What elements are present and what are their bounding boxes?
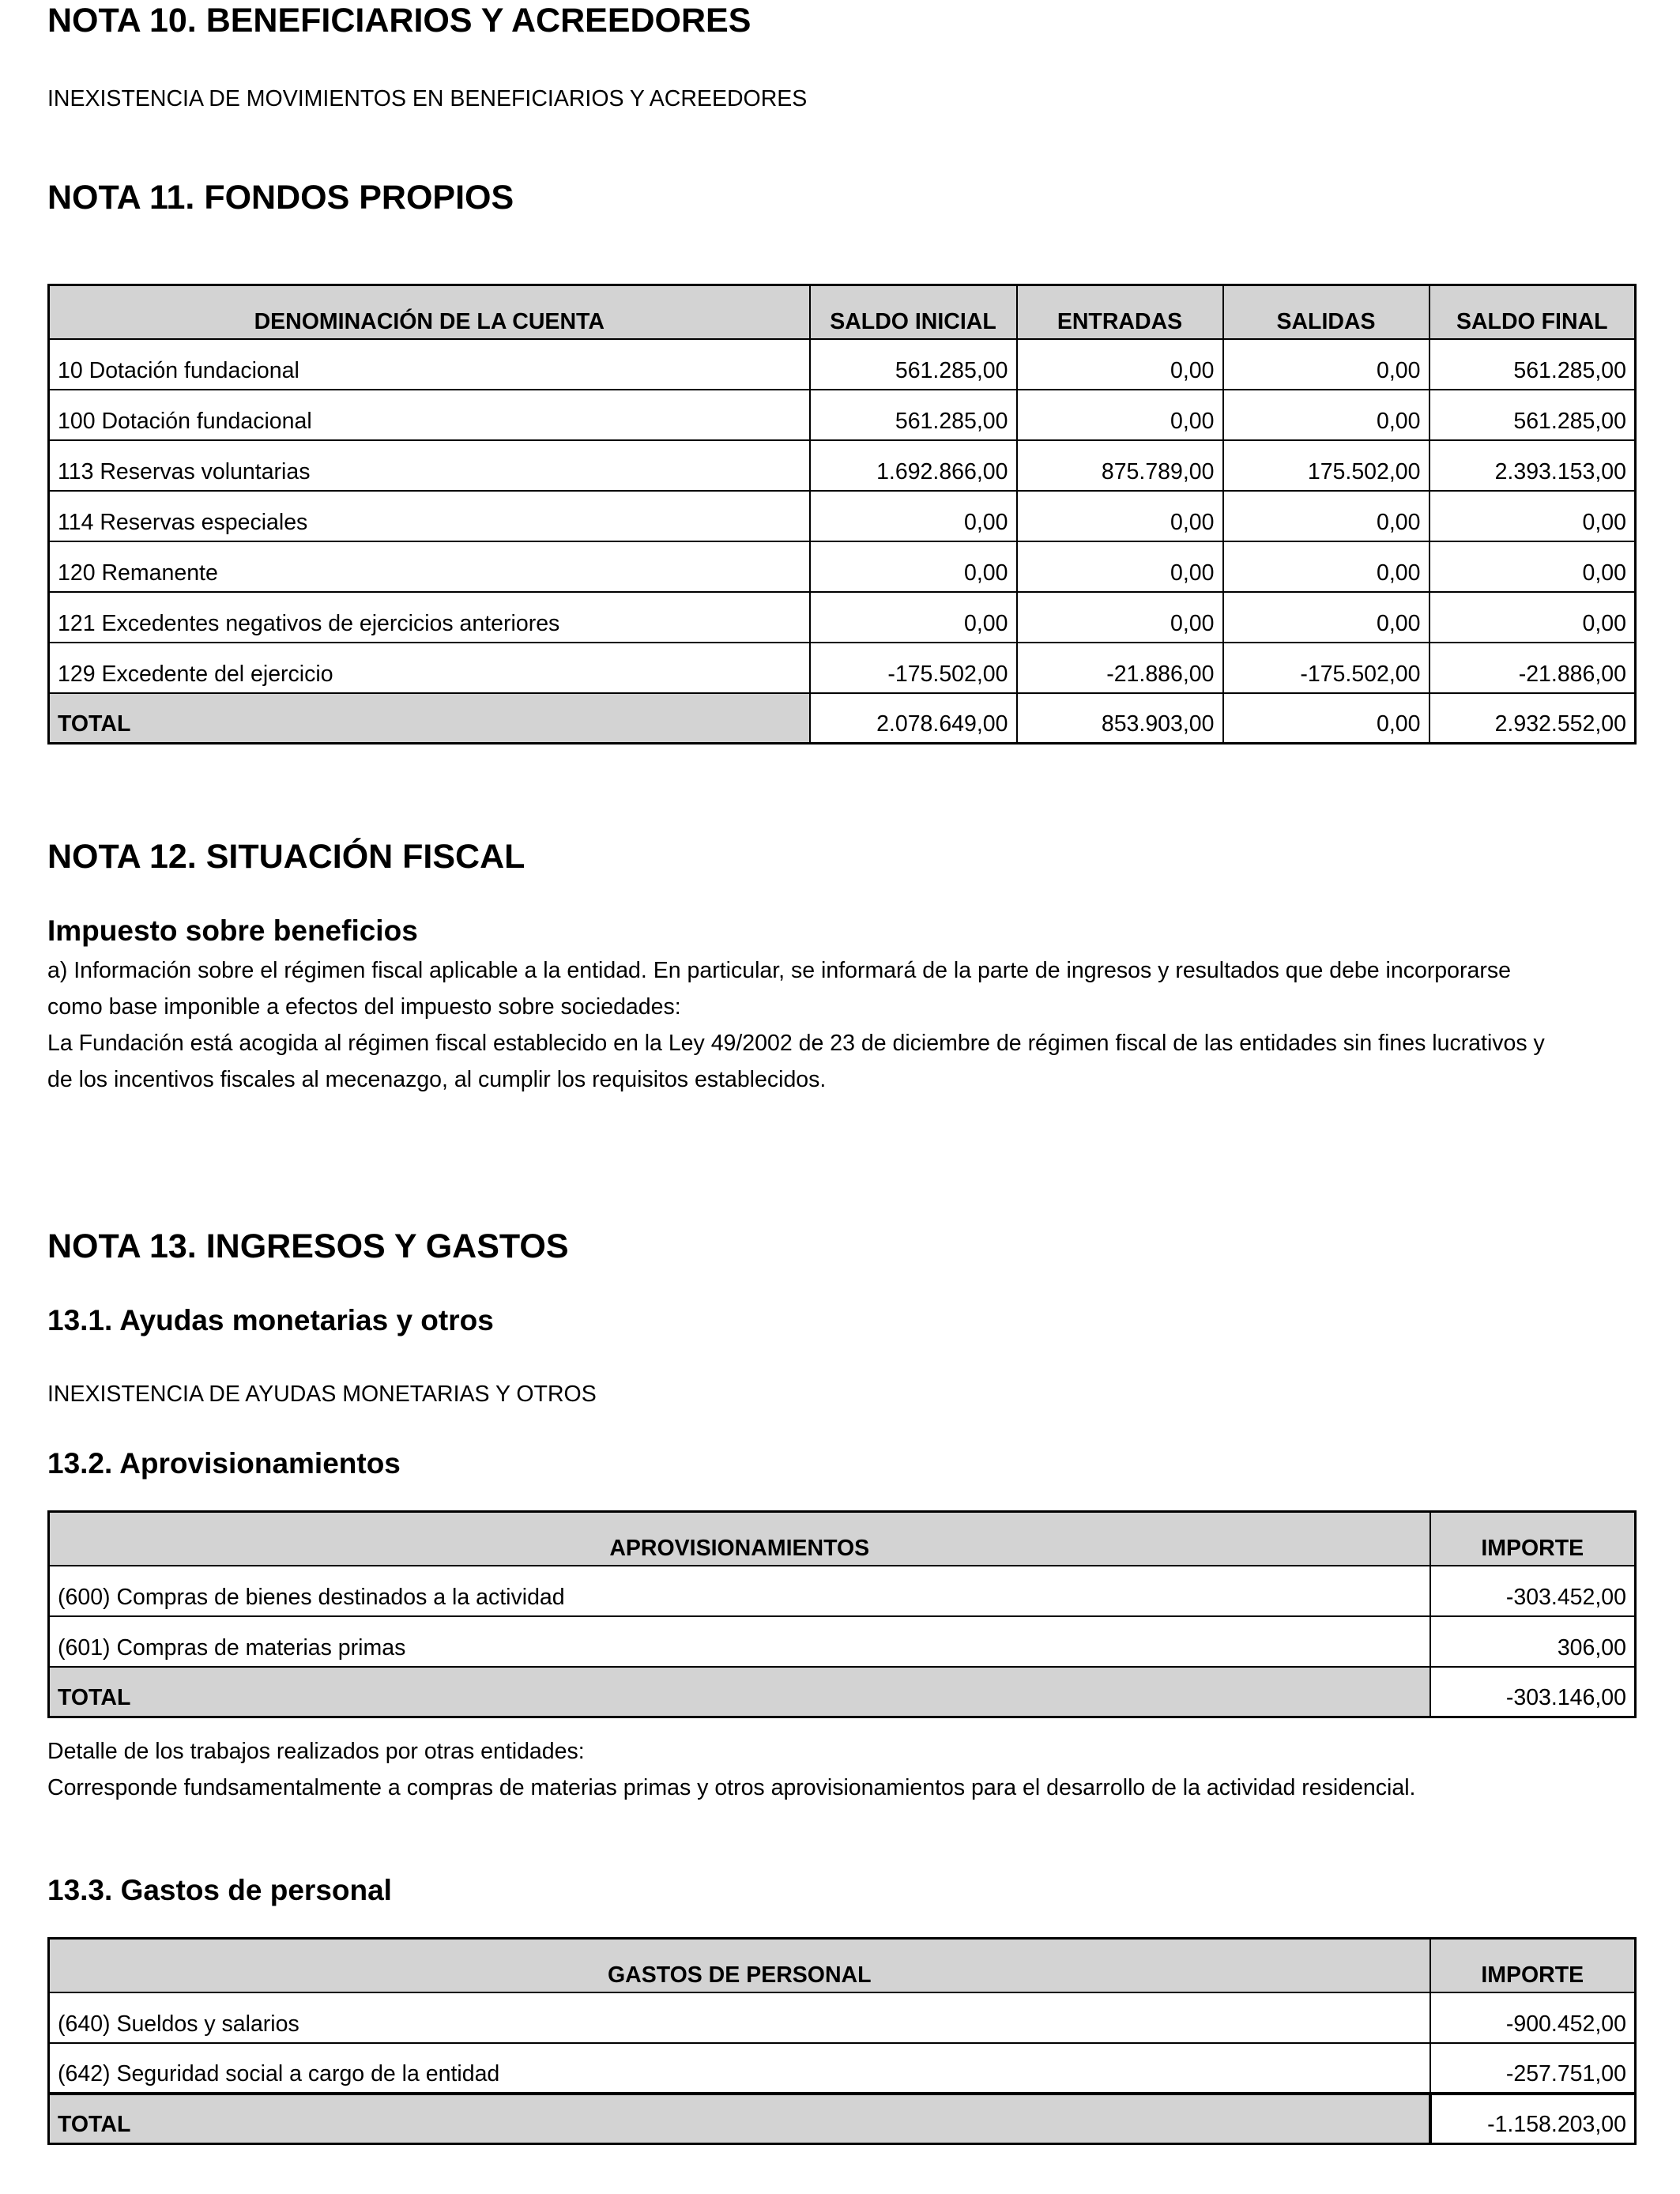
section-13-2-title: 13.2. Aprovisionamientos xyxy=(47,1447,401,1480)
table-header-row xyxy=(49,1512,1636,1566)
fondos-propios-table xyxy=(47,284,1637,745)
cell-value: 0,00 xyxy=(810,491,1017,541)
section-13-1-text: INEXISTENCIA DE AYUDAS MONETARIAS Y OTROS xyxy=(47,1382,597,1407)
cell-value: 0,00 xyxy=(1017,592,1223,643)
paragraph-line: de los incentivos fiscales al mecenazgo, al cumplir los requisitos establecidos. xyxy=(47,1067,827,1092)
column-header: IMPORTE xyxy=(1430,1512,1636,1566)
table-row xyxy=(49,1992,1636,2043)
cell-value: 0,00 xyxy=(810,541,1017,592)
cell-value: 0,00 xyxy=(1430,541,1636,592)
column-header: ENTRADAS xyxy=(1017,285,1223,339)
gastos-personal-table xyxy=(47,1937,1637,2145)
cell-value: -303.452,00 xyxy=(1430,1566,1636,1616)
nota10-text: INEXISTENCIA DE MOVIMIENTOS EN BENEFICIARIOS Y ACREEDORES xyxy=(47,86,808,111)
table-row xyxy=(49,1616,1636,1667)
nota10-title: NOTA 10. BENEFICIARIOS Y ACREEDORES xyxy=(47,2,751,40)
column-header: SALIDAS xyxy=(1223,285,1430,339)
account-name: 121 Excedentes negativos de ejercicios anteriores xyxy=(49,592,810,643)
total-label: TOTAL xyxy=(49,693,810,744)
total-value: 0,00 xyxy=(1223,693,1430,744)
cell-value: -175.502,00 xyxy=(810,643,1017,693)
table-row xyxy=(49,592,1636,643)
aprovisionamientos-table xyxy=(47,1510,1637,1718)
column-header: APROVISIONAMIENTOS xyxy=(49,1512,1430,1566)
cell-value: 0,00 xyxy=(810,592,1017,643)
column-header: SALDO FINAL xyxy=(1430,285,1636,339)
cell-value: 0,00 xyxy=(1223,339,1430,390)
table-header-row xyxy=(49,285,1636,339)
column-header: IMPORTE xyxy=(1430,1939,1636,1992)
total-label: TOTAL xyxy=(49,1667,1430,1717)
account-name: (642) Seguridad social a cargo de la entidad xyxy=(49,2043,1430,2094)
cell-value: 0,00 xyxy=(1223,390,1430,440)
column-header: DENOMINACIÓN DE LA CUENTA xyxy=(49,285,810,339)
table-row xyxy=(49,1566,1636,1616)
cell-value: 2.393.153,00 xyxy=(1430,440,1636,491)
account-name: (600) Compras de bienes destinados a la actividad xyxy=(49,1566,1430,1616)
cell-value: 306,00 xyxy=(1430,1616,1636,1667)
cell-value: 0,00 xyxy=(1017,491,1223,541)
paragraph-line: como base imponible a efectos del impuesto sobre sociedades: xyxy=(47,994,681,1020)
cell-value: 1.692.866,00 xyxy=(810,440,1017,491)
account-name: 113 Reservas voluntarias xyxy=(49,440,810,491)
cell-value: 875.789,00 xyxy=(1017,440,1223,491)
cell-value: 561.285,00 xyxy=(810,339,1017,390)
table-row xyxy=(49,440,1636,491)
cell-value: 0,00 xyxy=(1223,592,1430,643)
account-name: 129 Excedente del ejercicio xyxy=(49,643,810,693)
paragraph-line: Corresponde fundsamentalmente a compras de materias primas y otros aprovisionamientos para el desarrollo de la actividad residencial. xyxy=(47,1775,1416,1800)
section-13-1-title: 13.1. Ayudas monetarias y otros xyxy=(47,1304,494,1336)
paragraph-line: La Fundación está acogida al régimen fiscal establecido en la Ley 49/2002 de 23 de diciembre de régimen fiscal de las entidades sin fines lucrativos y xyxy=(47,1031,1545,1056)
cell-value: 0,00 xyxy=(1017,541,1223,592)
cell-value: 561.285,00 xyxy=(1430,390,1636,440)
table-row xyxy=(49,541,1636,592)
total-value: -1.158.203,00 xyxy=(1430,2094,1636,2144)
account-name: 114 Reservas especiales xyxy=(49,491,810,541)
cell-value: 0,00 xyxy=(1223,541,1430,592)
cell-value: -175.502,00 xyxy=(1223,643,1430,693)
paragraph-line: Detalle de los trabajos realizados por otras entidades: xyxy=(47,1739,585,1764)
cell-value: 0,00 xyxy=(1017,390,1223,440)
cell-value: -257.751,00 xyxy=(1430,2043,1636,2094)
nota13-title: NOTA 13. INGRESOS Y GASTOS xyxy=(47,1227,569,1265)
cell-value: 561.285,00 xyxy=(810,390,1017,440)
column-header: GASTOS DE PERSONAL xyxy=(49,1939,1430,1992)
table-row xyxy=(49,643,1636,693)
column-header: SALDO INICIAL xyxy=(810,285,1017,339)
account-name: 10 Dotación fundacional xyxy=(49,339,810,390)
table-row xyxy=(49,390,1636,440)
cell-value: -21.886,00 xyxy=(1017,643,1223,693)
total-row xyxy=(49,2094,1636,2144)
table-row xyxy=(49,339,1636,390)
cell-value: 175.502,00 xyxy=(1223,440,1430,491)
nota11-title: NOTA 11. FONDOS PROPIOS xyxy=(47,179,514,217)
account-name: 120 Remanente xyxy=(49,541,810,592)
table-row xyxy=(49,491,1636,541)
cell-value: 0,00 xyxy=(1017,339,1223,390)
nota12-title: NOTA 12. SITUACIÓN FISCAL xyxy=(47,838,525,876)
cell-value: 0,00 xyxy=(1430,592,1636,643)
total-value: 2.932.552,00 xyxy=(1430,693,1636,744)
cell-value: 561.285,00 xyxy=(1430,339,1636,390)
account-name: (601) Compras de materias primas xyxy=(49,1616,1430,1667)
account-name: (640) Sueldos y salarios xyxy=(49,1992,1430,2043)
cell-value: 0,00 xyxy=(1430,491,1636,541)
total-row xyxy=(49,693,1636,744)
total-value: -303.146,00 xyxy=(1430,1667,1636,1717)
section-13-3-title: 13.3. Gastos de personal xyxy=(47,1874,392,1906)
total-value: 2.078.649,00 xyxy=(810,693,1017,744)
total-label: TOTAL xyxy=(49,2094,1430,2144)
total-value: 853.903,00 xyxy=(1017,693,1223,744)
account-name: 100 Dotación fundacional xyxy=(49,390,810,440)
cell-value: -21.886,00 xyxy=(1430,643,1636,693)
paragraph-line: a) Información sobre el régimen fiscal aplicable a la entidad. En particular, se informará de la parte de ingresos y resultados que debe incorporarse xyxy=(47,958,1511,983)
cell-value: 0,00 xyxy=(1223,491,1430,541)
table-header-row xyxy=(49,1939,1636,1992)
table-row xyxy=(49,2043,1636,2094)
total-row xyxy=(49,1667,1636,1717)
cell-value: -900.452,00 xyxy=(1430,1992,1636,2043)
nota12-subtitle: Impuesto sobre beneficios xyxy=(47,914,418,947)
